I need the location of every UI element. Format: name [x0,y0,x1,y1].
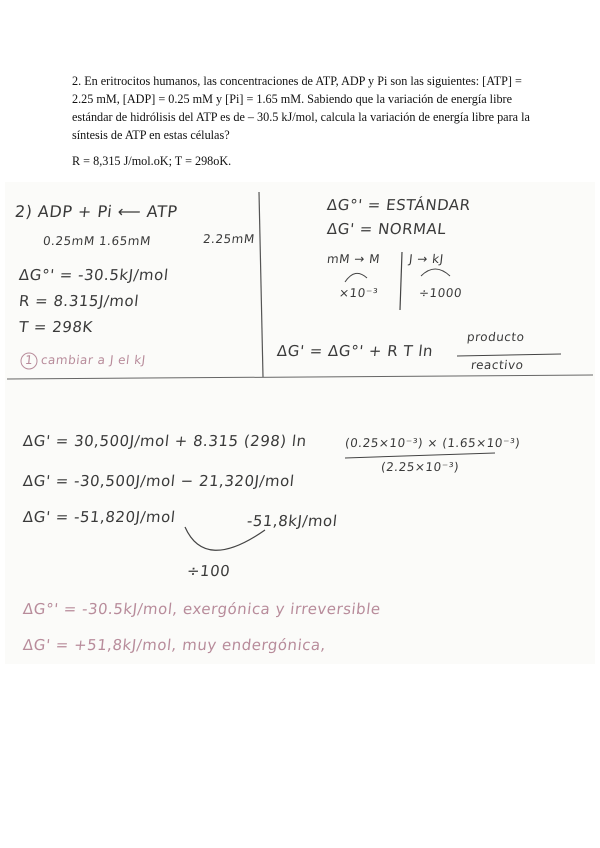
hw-divide: ÷100 [186,562,232,580]
handwritten-solution-scan [5,182,595,664]
hw-formula-numerator: producto [466,330,526,344]
problem-constants: R = 8,315 J/mol.oK; T = 298oK. [72,154,232,168]
hw-conc-atp: 2.25mM [202,232,256,246]
hw-conclusion-2: ΔG' = +51,8kJ/mol, muy endergónica, [22,636,327,654]
hw-def-normal: ΔG' = NORMAL [326,220,448,238]
hw-conv-mm: mM → M [326,252,381,266]
hw-formula: ΔG' = ΔG°' + R T ln [276,342,434,360]
hw-calc-1-denominator: (2.25×10⁻³) [380,460,460,474]
hw-calc-1: ΔG' = 30,500J/mol + 8.315 (298) ln [22,432,308,450]
hw-dg0: ΔG°' = -30.5kJ/mol [18,266,170,284]
hw-calc-1-numerator: (0.25×10⁻³) × (1.65×10⁻³) [344,436,522,450]
hw-calc-2: ΔG' = -30,500J/mol − 21,320J/mol [22,472,296,490]
hw-note-number: 1 [24,353,34,367]
hw-conclusion-1: ΔG°' = -30.5kJ/mol, exergónica y irreversible [22,600,382,618]
hw-note: cambiar a J el kJ [40,353,147,367]
hw-conc-left: 0.25mM 1.65mM [42,234,152,248]
problem-statement: 2. En eritrocitos humanos, las concentraciones de ATP, ADP y Pi son las siguientes: [ATP] = 2.25 mM, [ADP] = 0.25 mM y [Pi] = 1.65 mM. Sabiendo que la variación de energía libre estándar de hidrólisis del ATP es de – 30.5 kJ/mol, calcula la variación de energía libre para la síntesis de ATP en estas células? [72,74,530,142]
hw-calc-3: ΔG' = -51,820J/mol [22,508,177,526]
hw-conv-mm-factor: ×10⁻³ [338,286,379,300]
hw-reaction: 2) ADP + Pi ⟵ ATP [14,202,179,221]
hw-def-standard: ΔG°' = ESTÁNDAR [326,196,472,214]
problem-text [72,72,542,170]
hw-formula-denominator: reactivo [470,358,525,372]
hw-conv-j: J → kJ [408,252,445,266]
hw-t: T = 298K [18,318,94,336]
hw-r: R = 8.315J/mol [18,292,140,310]
hw-result-kj: -51,8kJ/mol [246,512,339,530]
scan-lines [5,182,595,664]
hw-conv-j-factor: ÷1000 [418,286,463,300]
